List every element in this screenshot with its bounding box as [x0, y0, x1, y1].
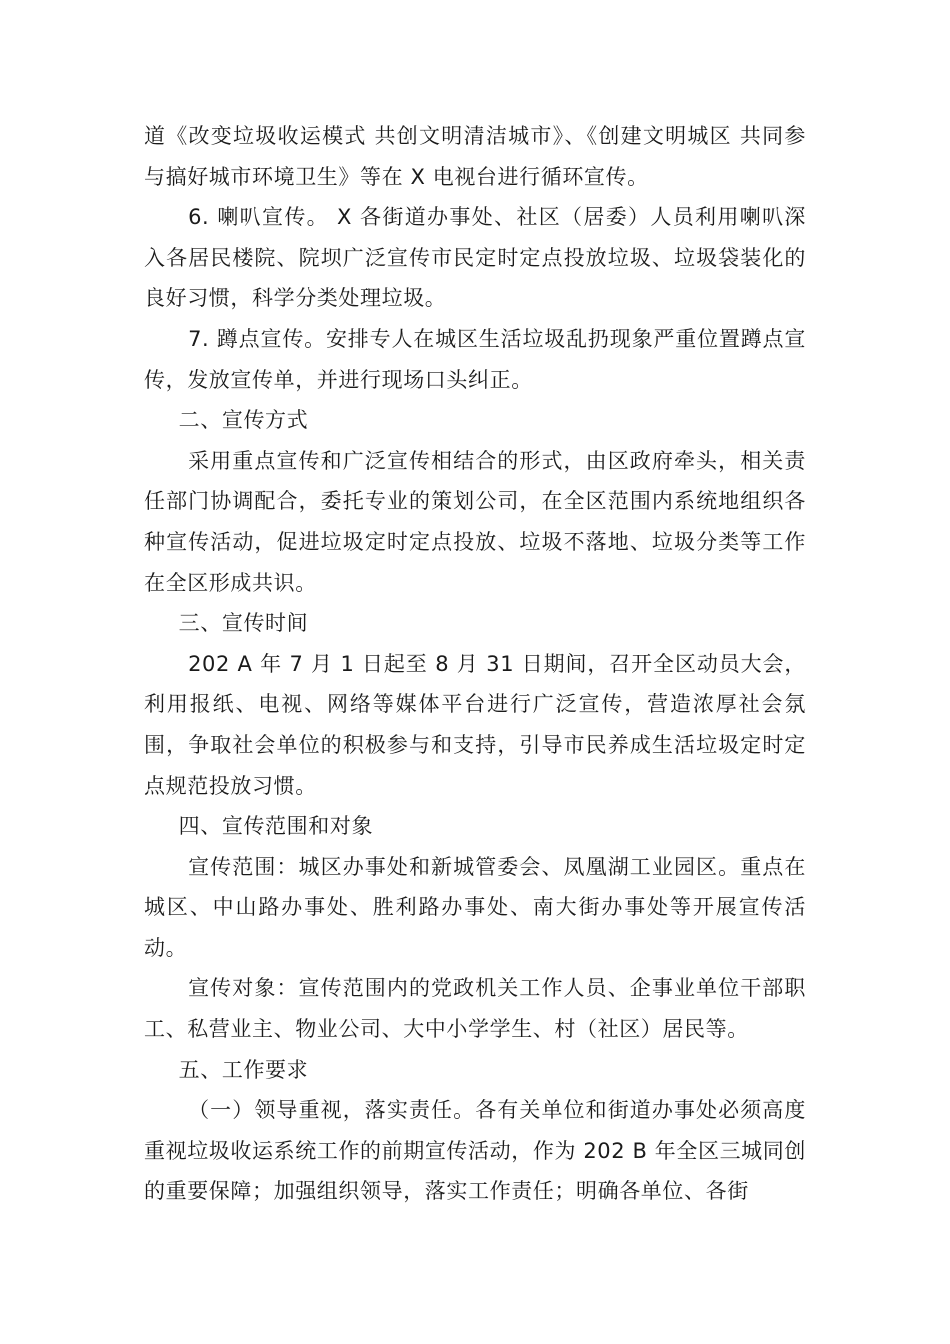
document-page [144, 116, 806, 1212]
section-heading-requirements: 五、工作要求 [178, 1057, 309, 1082]
paragraph-method: 采用重点宣传和广泛宣传相结合的形式，由区政府牵头，相关责任部门协调配合，委托专业的策划公司，在全区范围内系统地组织各种宣传活动，促进垃圾定时定点投放、垃圾不落地、垃圾分类等工作在全区形成共识。 [144, 448, 806, 595]
paragraph-scope: 宣传范围：城区办事处和新城管委会、凤凰湖工业园区。重点在城区、中山路办事处、胜利路办事处、南大街办事处等开展宣传活动。 [144, 854, 806, 960]
paragraph-stakeout: 7. 蹲点宣传。安排专人在城区生活垃圾乱扔现象严重位置蹲点宣传，发放宣传单，并进行现场口头纠正。 [144, 326, 806, 392]
paragraph-loudspeaker: 6. 喇叭宣传。 X 各街道办事处、社区（居委）人员利用喇叭深入各居民楼院、院坝广泛宣传市民定时定点投放垃圾、垃圾袋装化的良好习惯，科学分类处理垃圾。 [144, 205, 806, 311]
paragraph-time: 202 A 年 7 月 1 日起至 8 月 31 日期间，召开全区动员大会，利用报纸、电视、网络等媒体平台进行广泛宣传，营造浓厚社会氛围，争取社会单位的积极参与和支持，引导市民养成生活垃圾定时定点规范投放习惯。 [144, 651, 806, 798]
section-heading-method: 二、宣传方式 [178, 408, 309, 433]
section-heading-scope: 四、宣传范围和对象 [178, 814, 374, 839]
paragraph-tv-promotion: 道《改变垃圾收运模式 共创文明清洁城市》、《创建文明城区 共同参与搞好城市环境卫生》等在 X 电视台进行循环宣传。 [144, 124, 806, 189]
paragraph-audience: 宣传对象：宣传范围内的党政机关工作人员、企事业单位干部职工、私营业主、物业公司、大中小学学生、村（社区）居民等。 [144, 976, 806, 1042]
paragraph-requirements: （一）领导重视，落实责任。各有关单位和街道办事处必须高度重视垃圾收运系统工作的前期宣传活动，作为 202 B 年全区三城同创的重要保障；加强组织领导，落实工作责任；明确各单位、各街 [144, 1098, 806, 1204]
section-heading-time: 三、宣传时间 [178, 611, 309, 636]
